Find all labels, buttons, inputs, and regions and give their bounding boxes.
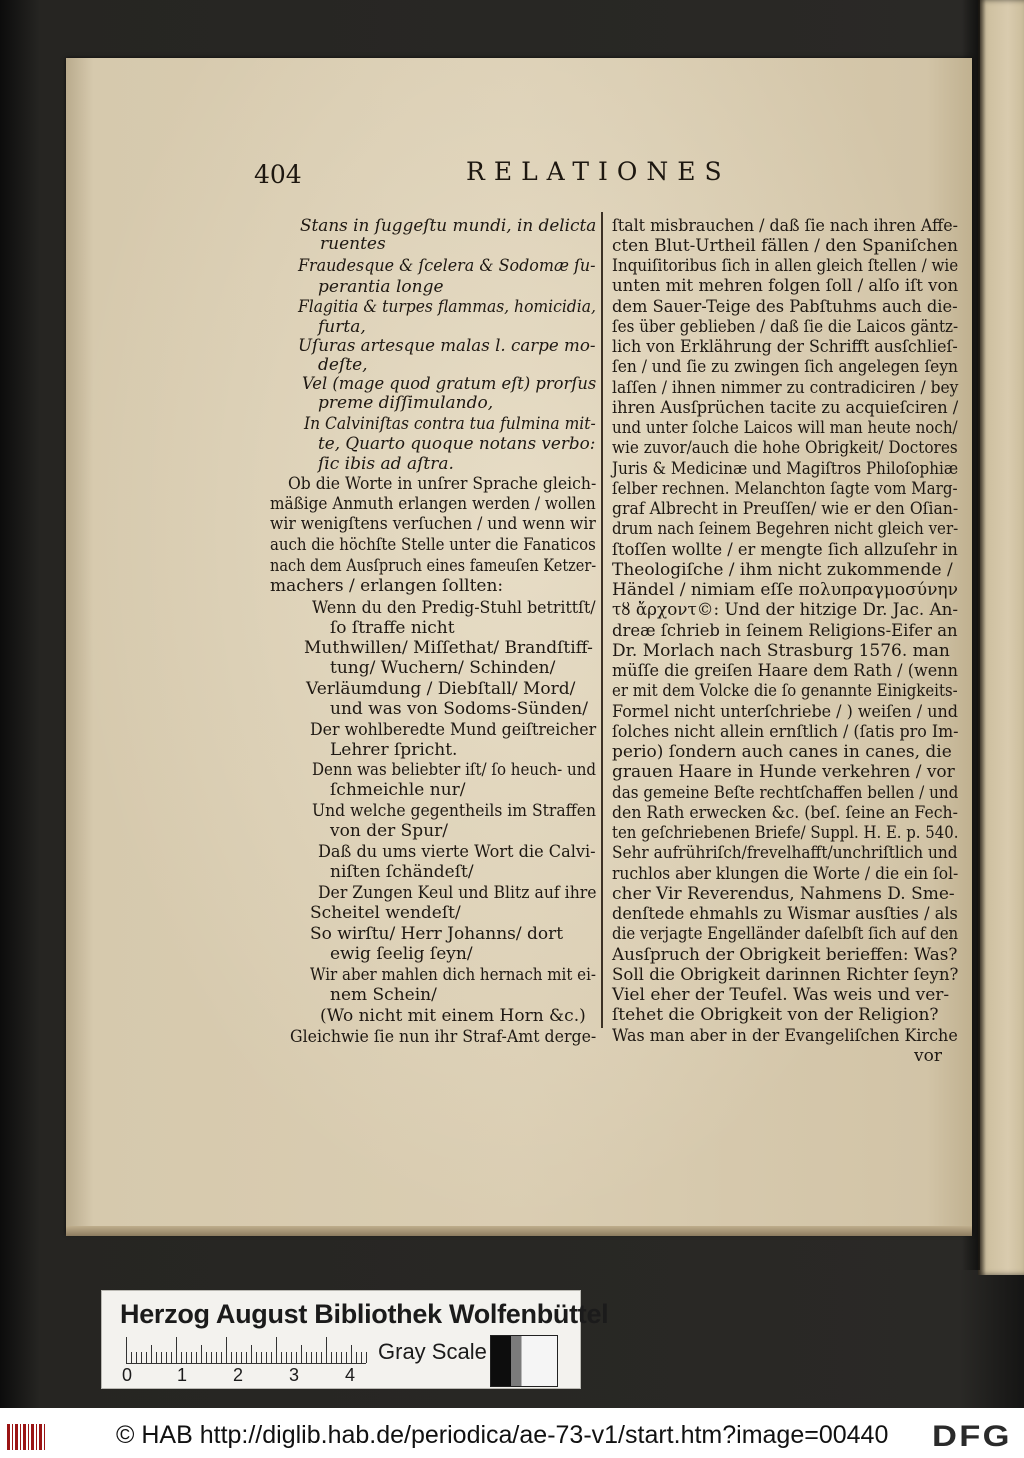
ruler-number: 1 — [177, 1365, 188, 1385]
text-line: ruchlos aber klungen die Worte / die ein ſol- — [612, 864, 959, 884]
text-line: Theologiſche / ihm nicht zukommende / — [612, 560, 953, 580]
text-line: und unter ſolche Laicos will man heute noch/ — [612, 418, 958, 438]
ruler-tick — [316, 1352, 317, 1363]
text-line: ſtoſſen wollte / er mengte ſich allzuſehr in — [612, 540, 958, 560]
text-line: perio) ſondern auch canes in canes, die — [612, 742, 952, 762]
text-line: ruentes — [320, 234, 386, 254]
ruler-tick — [296, 1352, 297, 1363]
text-line: den Rath erwecken &c. (beſ. ſeine an Fech- — [612, 803, 958, 823]
text-line: nach dem Ausſpruch eines fameuſen Ketzer- — [270, 556, 597, 576]
text-line: Denn was beliebter iſt/ ſo heuch- und — [312, 760, 597, 780]
ruler-tick — [146, 1352, 147, 1363]
running-head: RELATIONES — [466, 157, 731, 186]
text-line: Daß du ums vierte Wort die Calvi- — [318, 842, 596, 862]
ruler-tick — [331, 1352, 332, 1363]
ruler-number: 3 — [289, 1365, 300, 1385]
text-line: machers / erlangen ſollten: — [270, 576, 504, 596]
text-line: So wirſtu/ Herr Johanns/ dort — [310, 924, 564, 944]
ruler-tick — [291, 1352, 292, 1363]
text-line: In Calviniſtas contra tua fulmina mit- — [304, 414, 596, 434]
text-line: ten geſchriebenen Briefe/ Suppl. H. E. p. 540. — [612, 823, 959, 843]
text-line: Flagitia & turpes flammas, homicidia, — [298, 297, 596, 317]
text-line: er mit dem Volcke die ſo genannte Einigkeits- — [612, 681, 958, 701]
ruler-tick — [131, 1352, 132, 1363]
text-line: cher Vir Reverendus, Nahmens D. Sme- — [612, 884, 955, 904]
text-line: Dr. Morlach nach Strasburg 1576. man — [612, 641, 950, 661]
text-line: te, Quarto quoque notans verbo: — [318, 434, 596, 454]
ruler-number: 0 — [122, 1365, 133, 1385]
ruler-tick — [276, 1337, 277, 1363]
ruler-tick — [191, 1352, 192, 1363]
hab-barcode-icon — [7, 1424, 47, 1450]
text-line: Sehr aufrühriſch/frevelhafft/unchriſtlich und — [612, 843, 958, 863]
text-line: Formel nicht unterſchriebe / ) weiſen / und — [612, 702, 958, 722]
text-line: Stans in ſuggeſtu mundi, in delicta — [300, 216, 597, 236]
text-line: vor — [914, 1046, 942, 1066]
text-line: müſſe die greiſen Haare dem Rath / (wenn — [612, 661, 958, 681]
dfg-logo: DFG — [932, 1420, 1012, 1453]
ruler-tick — [306, 1352, 307, 1363]
text-line: Und welche gegentheils im Straffen — [312, 801, 596, 821]
footer-bar — [0, 1408, 1024, 1458]
text-line: Ausſpruch der Obrigkeit berieffen: Was? — [612, 945, 958, 965]
text-line: ſolches nicht allein ernſtlich / (ſatis pro Im- — [612, 722, 959, 742]
text-line: ſelber rechnen. Melanchton ſagte vom Marg- — [612, 479, 958, 499]
ruler-tick — [206, 1352, 207, 1363]
text-line: Was man aber in der Evangeliſchen Kirche — [612, 1026, 958, 1046]
text-line: Vel (mage quod gratum eſt) prorſus — [302, 374, 597, 394]
ruler-tick — [301, 1345, 302, 1363]
text-line: wie zuvor/auch die hohe Obrigkeit/ Doctores — [612, 438, 958, 458]
text-line: perantia longe — [318, 277, 444, 297]
text-line: Fraudesque & ſcelera & Sodomæ ſu- — [298, 256, 596, 276]
library-name: Herzog August Bibliothek Wolfenbüttel — [120, 1299, 609, 1329]
ruler-number: 4 — [345, 1365, 356, 1385]
page-bottom-edge — [66, 1226, 972, 1236]
ruler-tick — [156, 1352, 157, 1363]
text-line: Uſuras artesque malas l. carpe mo- — [298, 336, 596, 356]
text-line: wir wenigſtens verſuchen / und wenn wir — [270, 514, 596, 534]
text-line: laſſen / ihnen nimmer zu contradiciren / bey — [612, 378, 959, 398]
text-line: niſten ſchändeſt/ — [330, 862, 474, 882]
text-line: die verjagte Engelländer daſelbſt ſich auf den — [612, 924, 959, 944]
ruler-tick — [221, 1352, 222, 1363]
text-line: Soll die Obrigkeit darinnen Richter ſeyn? — [612, 965, 959, 985]
text-line: unten mit mehren folgen ſoll / alſo iſt von — [612, 276, 959, 296]
text-line: ewig ſeelig ſeyn/ — [330, 944, 473, 964]
ruler-tick — [256, 1352, 257, 1363]
text-line: tung/ Wuchern/ Schinden/ — [330, 658, 556, 678]
text-line: ſes über geblieben / daß ſie die Laicos gäntz- — [612, 317, 959, 337]
text-line: Gleichwie ſie nun ihr Straf-Amt derge- — [290, 1027, 597, 1047]
text-line: Lehrer ſpricht. — [330, 740, 458, 760]
ruler-tick — [226, 1337, 227, 1363]
text-line: ſtalt misbrauchen / daß ſie nach ihren Affe- — [612, 216, 959, 236]
ruler-tick — [311, 1352, 312, 1363]
ruler-tick — [211, 1352, 212, 1363]
ruler-tick — [336, 1352, 337, 1363]
text-line: ſic ibis ad aſtra. — [318, 454, 454, 474]
text-line: τȣ ἄρχοντ©: Und der hitzige Dr. Jac. An- — [612, 600, 959, 620]
ruler-number: 2 — [233, 1365, 244, 1385]
text-line: Verläumdung / Diebſtall/ Mord/ — [306, 679, 576, 699]
ruler-tick — [186, 1352, 187, 1363]
column-divider — [601, 212, 603, 1028]
text-line: Ob die Worte in unſrer Sprache gleich- — [288, 474, 597, 494]
text-line: Inquiſitoribus ſich in allen gleich ſtellen / wie — [612, 256, 959, 276]
text-line: ſo ſtraffe nicht — [330, 618, 455, 638]
library-color-bar — [101, 1290, 609, 1389]
ruler-tick — [341, 1352, 342, 1363]
text-line: ihren Ausſprüchen tacite zu acquieſciren / — [612, 398, 959, 418]
text-line: ſchmeichle nur/ — [330, 780, 466, 800]
ruler-tick — [251, 1345, 252, 1363]
ruler-tick — [171, 1352, 172, 1363]
ruler-tick — [176, 1337, 177, 1363]
text-line: ſtehet die Obrigkeit von der Religion? — [612, 1005, 939, 1025]
text-line: drum nach ſeinem Begehren nicht gleich ver- — [612, 519, 959, 539]
ruler-tick — [326, 1337, 327, 1363]
gray-scale-swatch — [490, 1335, 558, 1387]
ruler-tick — [136, 1352, 137, 1363]
text-line: furta, — [318, 317, 366, 337]
ruler-tick — [141, 1352, 142, 1363]
ruler-tick — [161, 1352, 162, 1363]
ruler-tick — [351, 1345, 352, 1363]
ruler-tick — [196, 1352, 197, 1363]
page-number: 404 — [254, 160, 302, 189]
text-line: dreæ ſchrieb in ſeinem Religions-Eifer an — [612, 621, 958, 641]
text-line: dem Sauer-Teige des Pabſtuhms auch die- — [612, 297, 958, 317]
gray-scale-label: Gray Scale — [378, 1339, 487, 1364]
text-line: grauen Haare in Hunde verkehren / vor — [612, 762, 955, 782]
text-line: Wenn du den Predig-Stuhl betrittſt/ — [312, 598, 596, 618]
ruler-tick — [366, 1352, 367, 1363]
ruler-tick — [281, 1352, 282, 1363]
text-line: Muthwillen/ Miſſethat/ Brandſtiff- — [304, 638, 593, 658]
text-line: Juris & Medicinæ und Magiſtros Philoſophiæ — [612, 459, 959, 479]
ruler-tick — [261, 1352, 262, 1363]
text-line: denſtede ehmahls zu Wismar ausſties / als — [612, 904, 958, 924]
text-line: mäßige Anmuth erlangen werden / wollen — [270, 494, 596, 514]
text-line: Der wohlberedte Mund geiſtreicher — [310, 720, 597, 740]
text-line: preme diſſimulando, — [318, 393, 494, 413]
ruler-tick — [321, 1352, 322, 1363]
text-line: auch die höchſte Stelle unter die Fanaticos — [270, 535, 596, 555]
ruler-tick — [126, 1337, 127, 1363]
ruler-tick — [241, 1352, 242, 1363]
ruler-tick — [151, 1345, 152, 1363]
text-line: Wir aber mahlen dich hernach mit ei- — [310, 965, 596, 985]
ruler-tick — [266, 1352, 267, 1363]
ruler-tick — [271, 1352, 272, 1363]
ruler-tick — [181, 1352, 182, 1363]
text-line: Händel / nimiam eſſe πολυπραγμοσύνην — [612, 580, 958, 600]
text-line: graf Albrecht in Preuſſen/ wie er den Oſian- — [612, 499, 959, 519]
ruler-tick — [246, 1352, 247, 1363]
footer-credit-link[interactable]: © HAB http://diglib.hab.de/periodica/ae-73-v1/start.htm?image=00440 — [116, 1421, 889, 1449]
ruler-tick — [231, 1352, 232, 1363]
ruler-tick — [286, 1352, 287, 1363]
text-line: (Wo nicht mit einem Horn &c.) — [320, 1006, 586, 1026]
ruler-tick — [236, 1352, 237, 1363]
ruler-tick — [216, 1352, 217, 1363]
text-line: ſen / und ſie zu zwingen ſich angelegen ſeyn — [612, 357, 958, 377]
text-line: das gemeine Beſte rechtſchaffen bellen / und — [612, 783, 959, 803]
text-line: cten Blut-Urtheil fällen / den Spaniſchen — [612, 236, 958, 256]
text-line: von der Spur/ — [330, 821, 448, 841]
adjacent-page-edge — [978, 0, 1024, 1275]
text-line: deſte, — [318, 355, 368, 375]
text-line: Scheitel wendeſt/ — [310, 903, 461, 923]
ruler-tick — [201, 1345, 202, 1363]
ruler-tick — [356, 1352, 357, 1363]
text-line: lich von Erklährung der Schrifft ausſchlieſ- — [612, 337, 958, 357]
text-line: Viel eher der Teufel. Was weis und ver- — [612, 985, 950, 1005]
ruler-tick — [361, 1352, 362, 1363]
text-line: Der Zungen Keul und Blitz auf ihre — [318, 883, 597, 903]
ruler-tick — [346, 1352, 347, 1363]
ruler-tick — [166, 1352, 167, 1363]
scale-ruler — [126, 1337, 366, 1364]
text-line: nem Schein/ — [330, 985, 437, 1005]
text-line: und was von Sodoms-Sünden/ — [330, 699, 588, 719]
